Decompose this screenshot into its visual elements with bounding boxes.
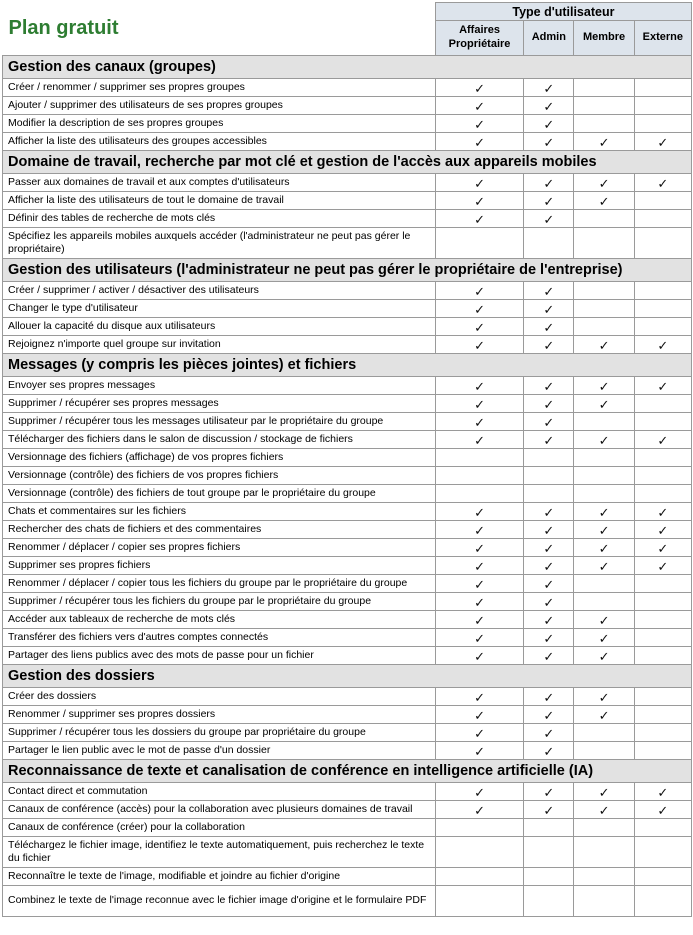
check-icon: ✓ xyxy=(634,336,691,354)
table-row xyxy=(3,79,692,97)
empty-cell xyxy=(634,819,691,837)
empty-cell xyxy=(634,647,691,665)
empty-cell xyxy=(634,868,691,886)
feature-label: Afficher la liste des utilisateurs de tout le domaine de travail xyxy=(3,192,436,210)
empty-cell xyxy=(524,467,574,485)
check-icon: ✓ xyxy=(435,593,523,611)
table-row xyxy=(3,377,692,395)
feature-label: Téléchargez le fichier image, identifiez le texte automatiquement, puis recherchez le texte du fichier xyxy=(3,837,436,868)
check-icon: ✓ xyxy=(574,431,634,449)
table-row xyxy=(3,97,692,115)
column-header-external: Externe xyxy=(634,21,691,56)
empty-cell xyxy=(574,300,634,318)
table-row xyxy=(3,868,692,886)
check-icon: ✓ xyxy=(574,688,634,706)
check-icon: ✓ xyxy=(574,503,634,521)
check-icon: ✓ xyxy=(574,706,634,724)
feature-label: Envoyer ses propres messages xyxy=(3,377,436,395)
empty-cell xyxy=(435,868,523,886)
check-icon: ✓ xyxy=(574,133,634,151)
check-icon: ✓ xyxy=(524,174,574,192)
check-icon: ✓ xyxy=(524,318,574,336)
empty-cell xyxy=(574,485,634,503)
feature-label: Versionnage (contrôle) des fichiers de vos propres fichiers xyxy=(3,467,436,485)
check-icon: ✓ xyxy=(574,192,634,210)
empty-cell xyxy=(574,868,634,886)
section-header xyxy=(3,151,692,174)
table-row xyxy=(3,801,692,819)
empty-cell xyxy=(634,837,691,868)
empty-cell xyxy=(435,228,523,259)
check-icon: ✓ xyxy=(634,557,691,575)
section-title: Gestion des utilisateurs (l'administrateur ne peut pas gérer le propriétaire de l'entreprise) xyxy=(3,259,692,282)
check-icon: ✓ xyxy=(524,801,574,819)
empty-cell xyxy=(574,575,634,593)
check-icon: ✓ xyxy=(634,539,691,557)
check-icon: ✓ xyxy=(524,539,574,557)
feature-label: Modifier la description de ses propres groupes xyxy=(3,115,436,133)
empty-cell xyxy=(634,282,691,300)
check-icon: ✓ xyxy=(574,174,634,192)
feature-label: Rejoignez n'importe quel groupe sur invitation xyxy=(3,336,436,354)
check-icon: ✓ xyxy=(435,647,523,665)
empty-cell xyxy=(634,115,691,133)
check-icon: ✓ xyxy=(524,593,574,611)
feature-label: Allouer la capacité du disque aux utilisateurs xyxy=(3,318,436,336)
check-icon: ✓ xyxy=(435,133,523,151)
check-icon: ✓ xyxy=(524,133,574,151)
check-icon: ✓ xyxy=(435,192,523,210)
feature-label: Passer aux domaines de travail et aux comptes d'utilisateurs xyxy=(3,174,436,192)
table-row xyxy=(3,724,692,742)
empty-cell xyxy=(634,300,691,318)
feature-label: Transférer des fichiers vers d'autres comptes connectés xyxy=(3,629,436,647)
table-row xyxy=(3,819,692,837)
check-icon: ✓ xyxy=(435,557,523,575)
feature-label: Créer / renommer / supprimer ses propres groupes xyxy=(3,79,436,97)
feature-label: Contact direct et commutation xyxy=(3,783,436,801)
empty-cell xyxy=(524,485,574,503)
empty-cell xyxy=(634,706,691,724)
feature-label: Renommer / déplacer / copier tous les fichiers du groupe par le propriétaire du groupe xyxy=(3,575,436,593)
feature-label: Versionnage (contrôle) des fichiers de tout groupe par le propriétaire du groupe xyxy=(3,485,436,503)
feature-label: Versionnage des fichiers (affichage) de vos propres fichiers xyxy=(3,449,436,467)
empty-cell xyxy=(435,886,523,917)
check-icon: ✓ xyxy=(574,629,634,647)
check-icon: ✓ xyxy=(524,724,574,742)
feature-label: Renommer / déplacer / copier ses propres fichiers xyxy=(3,539,436,557)
check-icon: ✓ xyxy=(435,79,523,97)
check-icon: ✓ xyxy=(435,210,523,228)
check-icon: ✓ xyxy=(435,413,523,431)
check-icon: ✓ xyxy=(435,742,523,760)
check-icon: ✓ xyxy=(435,521,523,539)
feature-label: Supprimer / récupérer tous les fichiers du groupe par le propriétaire du groupe xyxy=(3,593,436,611)
section-header xyxy=(3,354,692,377)
check-icon: ✓ xyxy=(574,521,634,539)
feature-label: Spécifiez les appareils mobiles auxquels accéder (l'administrateur ne peut pas gérer le propriétaire) xyxy=(3,228,436,259)
table-row xyxy=(3,395,692,413)
section-header xyxy=(3,259,692,282)
empty-cell xyxy=(524,837,574,868)
check-icon: ✓ xyxy=(435,431,523,449)
table-row xyxy=(3,742,692,760)
feature-label: Partager des liens publics avec des mots de passe pour un fichier xyxy=(3,647,436,665)
table-row xyxy=(3,336,692,354)
table-row xyxy=(3,629,692,647)
permissions-table xyxy=(2,2,692,917)
table-row xyxy=(3,783,692,801)
feature-label: Supprimer / récupérer ses propres messages xyxy=(3,395,436,413)
table-row xyxy=(3,228,692,259)
check-icon: ✓ xyxy=(524,521,574,539)
empty-cell xyxy=(574,228,634,259)
check-icon: ✓ xyxy=(574,539,634,557)
empty-cell xyxy=(634,575,691,593)
check-icon: ✓ xyxy=(634,503,691,521)
empty-cell xyxy=(524,886,574,917)
check-icon: ✓ xyxy=(524,210,574,228)
table-row xyxy=(3,503,692,521)
check-icon: ✓ xyxy=(524,611,574,629)
check-icon: ✓ xyxy=(524,688,574,706)
check-icon: ✓ xyxy=(435,377,523,395)
feature-label: Définir des tables de recherche de mots clés xyxy=(3,210,436,228)
empty-cell xyxy=(524,819,574,837)
feature-label: Supprimer / récupérer tous les messages utilisateur par le propriétaire du groupe xyxy=(3,413,436,431)
feature-label: Chats et commentaires sur les fichiers xyxy=(3,503,436,521)
check-icon: ✓ xyxy=(524,377,574,395)
check-icon: ✓ xyxy=(435,282,523,300)
table-row xyxy=(3,449,692,467)
feature-label: Renommer / supprimer ses propres dossiers xyxy=(3,706,436,724)
empty-cell xyxy=(634,228,691,259)
table-row xyxy=(3,300,692,318)
empty-cell xyxy=(574,318,634,336)
check-icon: ✓ xyxy=(524,336,574,354)
table-row xyxy=(3,706,692,724)
empty-cell xyxy=(634,629,691,647)
section-title: Messages (y compris les pièces jointes) et fichiers xyxy=(3,354,692,377)
table-row xyxy=(3,593,692,611)
feature-label: Accéder aux tableaux de recherche de mots clés xyxy=(3,611,436,629)
check-icon: ✓ xyxy=(574,395,634,413)
check-icon: ✓ xyxy=(435,688,523,706)
check-icon: ✓ xyxy=(524,79,574,97)
column-header-admin: Admin xyxy=(524,21,574,56)
check-icon: ✓ xyxy=(524,557,574,575)
empty-cell xyxy=(634,485,691,503)
check-icon: ✓ xyxy=(634,133,691,151)
empty-cell xyxy=(574,819,634,837)
feature-label: Combinez le texte de l'image reconnue avec le fichier image d'origine et le formulaire PDF xyxy=(3,886,436,917)
table-row xyxy=(3,192,692,210)
feature-label: Afficher la liste des utilisateurs des groupes accessibles xyxy=(3,133,436,151)
check-icon: ✓ xyxy=(574,557,634,575)
empty-cell xyxy=(574,79,634,97)
empty-cell xyxy=(634,742,691,760)
feature-label: Créer des dossiers xyxy=(3,688,436,706)
check-icon: ✓ xyxy=(524,431,574,449)
empty-cell xyxy=(574,115,634,133)
check-icon: ✓ xyxy=(524,282,574,300)
check-icon: ✓ xyxy=(524,97,574,115)
section-header xyxy=(3,760,692,783)
check-icon: ✓ xyxy=(634,783,691,801)
empty-cell xyxy=(634,886,691,917)
empty-cell xyxy=(634,467,691,485)
feature-label: Supprimer ses propres fichiers xyxy=(3,557,436,575)
check-icon: ✓ xyxy=(435,395,523,413)
check-icon: ✓ xyxy=(435,724,523,742)
check-icon: ✓ xyxy=(524,783,574,801)
check-icon: ✓ xyxy=(524,395,574,413)
empty-cell xyxy=(634,318,691,336)
empty-cell xyxy=(634,724,691,742)
user-type-header: Type d'utilisateur xyxy=(435,3,691,21)
table-row xyxy=(3,557,692,575)
empty-cell xyxy=(634,449,691,467)
empty-cell xyxy=(574,724,634,742)
empty-cell xyxy=(524,228,574,259)
table-row xyxy=(3,174,692,192)
check-icon: ✓ xyxy=(524,575,574,593)
empty-cell xyxy=(574,593,634,611)
check-icon: ✓ xyxy=(435,801,523,819)
empty-cell xyxy=(634,395,691,413)
check-icon: ✓ xyxy=(435,503,523,521)
check-icon: ✓ xyxy=(524,706,574,724)
table-row xyxy=(3,318,692,336)
feature-label: Télécharger des fichiers dans le salon de discussion / stockage de fichiers xyxy=(3,431,436,449)
check-icon: ✓ xyxy=(524,300,574,318)
column-header-owner: Affaires Propriétaire xyxy=(435,21,523,56)
check-icon: ✓ xyxy=(435,611,523,629)
check-icon: ✓ xyxy=(634,431,691,449)
table-body xyxy=(3,56,692,917)
empty-cell xyxy=(574,837,634,868)
feature-label: Canaux de conférence (accès) pour la collaboration avec plusieurs domaines de travail xyxy=(3,801,436,819)
check-icon: ✓ xyxy=(574,801,634,819)
table-row xyxy=(3,282,692,300)
feature-label: Partager le lien public avec le mot de passe d'un dossier xyxy=(3,742,436,760)
check-icon: ✓ xyxy=(435,115,523,133)
section-title: Domaine de travail, recherche par mot clé et gestion de l'accès aux appareils mobiles xyxy=(3,151,692,174)
empty-cell xyxy=(634,79,691,97)
empty-cell xyxy=(574,210,634,228)
section-header xyxy=(3,665,692,688)
empty-cell xyxy=(574,282,634,300)
check-icon: ✓ xyxy=(524,647,574,665)
table-row xyxy=(3,115,692,133)
empty-cell xyxy=(574,742,634,760)
empty-cell xyxy=(435,449,523,467)
check-icon: ✓ xyxy=(435,336,523,354)
feature-label: Rechercher des chats de fichiers et des commentaires xyxy=(3,521,436,539)
empty-cell xyxy=(634,192,691,210)
check-icon: ✓ xyxy=(574,611,634,629)
feature-label: Canaux de conférence (créer) pour la collaboration xyxy=(3,819,436,837)
section-header xyxy=(3,56,692,79)
empty-cell xyxy=(524,449,574,467)
check-icon: ✓ xyxy=(524,742,574,760)
table-row xyxy=(3,837,692,868)
table-row xyxy=(3,431,692,449)
empty-cell xyxy=(435,485,523,503)
check-icon: ✓ xyxy=(524,503,574,521)
check-icon: ✓ xyxy=(435,706,523,724)
table-row xyxy=(3,575,692,593)
table-row xyxy=(3,886,692,917)
empty-cell xyxy=(634,210,691,228)
table-row xyxy=(3,647,692,665)
table-row xyxy=(3,485,692,503)
empty-cell xyxy=(574,413,634,431)
table-row xyxy=(3,133,692,151)
check-icon: ✓ xyxy=(634,521,691,539)
check-icon: ✓ xyxy=(574,377,634,395)
empty-cell xyxy=(524,868,574,886)
table-row xyxy=(3,539,692,557)
empty-cell xyxy=(574,886,634,917)
empty-cell xyxy=(435,819,523,837)
empty-cell xyxy=(634,593,691,611)
check-icon: ✓ xyxy=(634,801,691,819)
column-header-member: Membre xyxy=(574,21,634,56)
check-icon: ✓ xyxy=(574,783,634,801)
plan-title: Plan gratuit xyxy=(3,3,436,56)
table-row xyxy=(3,521,692,539)
check-icon: ✓ xyxy=(435,174,523,192)
table-row xyxy=(3,413,692,431)
check-icon: ✓ xyxy=(435,97,523,115)
empty-cell xyxy=(634,413,691,431)
check-icon: ✓ xyxy=(435,300,523,318)
check-icon: ✓ xyxy=(634,174,691,192)
check-icon: ✓ xyxy=(435,318,523,336)
check-icon: ✓ xyxy=(435,629,523,647)
check-icon: ✓ xyxy=(574,647,634,665)
empty-cell xyxy=(574,449,634,467)
feature-label: Créer / supprimer / activer / désactiver des utilisateurs xyxy=(3,282,436,300)
table-row xyxy=(3,688,692,706)
feature-label: Supprimer / récupérer tous les dossiers du groupe par propriétaire du groupe xyxy=(3,724,436,742)
check-icon: ✓ xyxy=(435,783,523,801)
check-icon: ✓ xyxy=(524,115,574,133)
check-icon: ✓ xyxy=(435,539,523,557)
check-icon: ✓ xyxy=(634,377,691,395)
empty-cell xyxy=(435,467,523,485)
check-icon: ✓ xyxy=(574,336,634,354)
table-row xyxy=(3,467,692,485)
feature-label: Reconnaître le texte de l'image, modifiable et joindre au fichier d'origine xyxy=(3,868,436,886)
check-icon: ✓ xyxy=(524,413,574,431)
feature-label: Changer le type d'utilisateur xyxy=(3,300,436,318)
empty-cell xyxy=(634,611,691,629)
section-title: Gestion des canaux (groupes) xyxy=(3,56,692,79)
table-row xyxy=(3,611,692,629)
check-icon: ✓ xyxy=(524,629,574,647)
empty-cell xyxy=(634,688,691,706)
table-row xyxy=(3,210,692,228)
empty-cell xyxy=(574,97,634,115)
check-icon: ✓ xyxy=(524,192,574,210)
empty-cell xyxy=(574,467,634,485)
empty-cell xyxy=(634,97,691,115)
feature-label: Ajouter / supprimer des utilisateurs de ses propres groupes xyxy=(3,97,436,115)
section-title: Gestion des dossiers xyxy=(3,665,692,688)
check-icon: ✓ xyxy=(435,575,523,593)
empty-cell xyxy=(435,837,523,868)
section-title: Reconnaissance de texte et canalisation de conférence en intelligence artificielle (IA) xyxy=(3,760,692,783)
